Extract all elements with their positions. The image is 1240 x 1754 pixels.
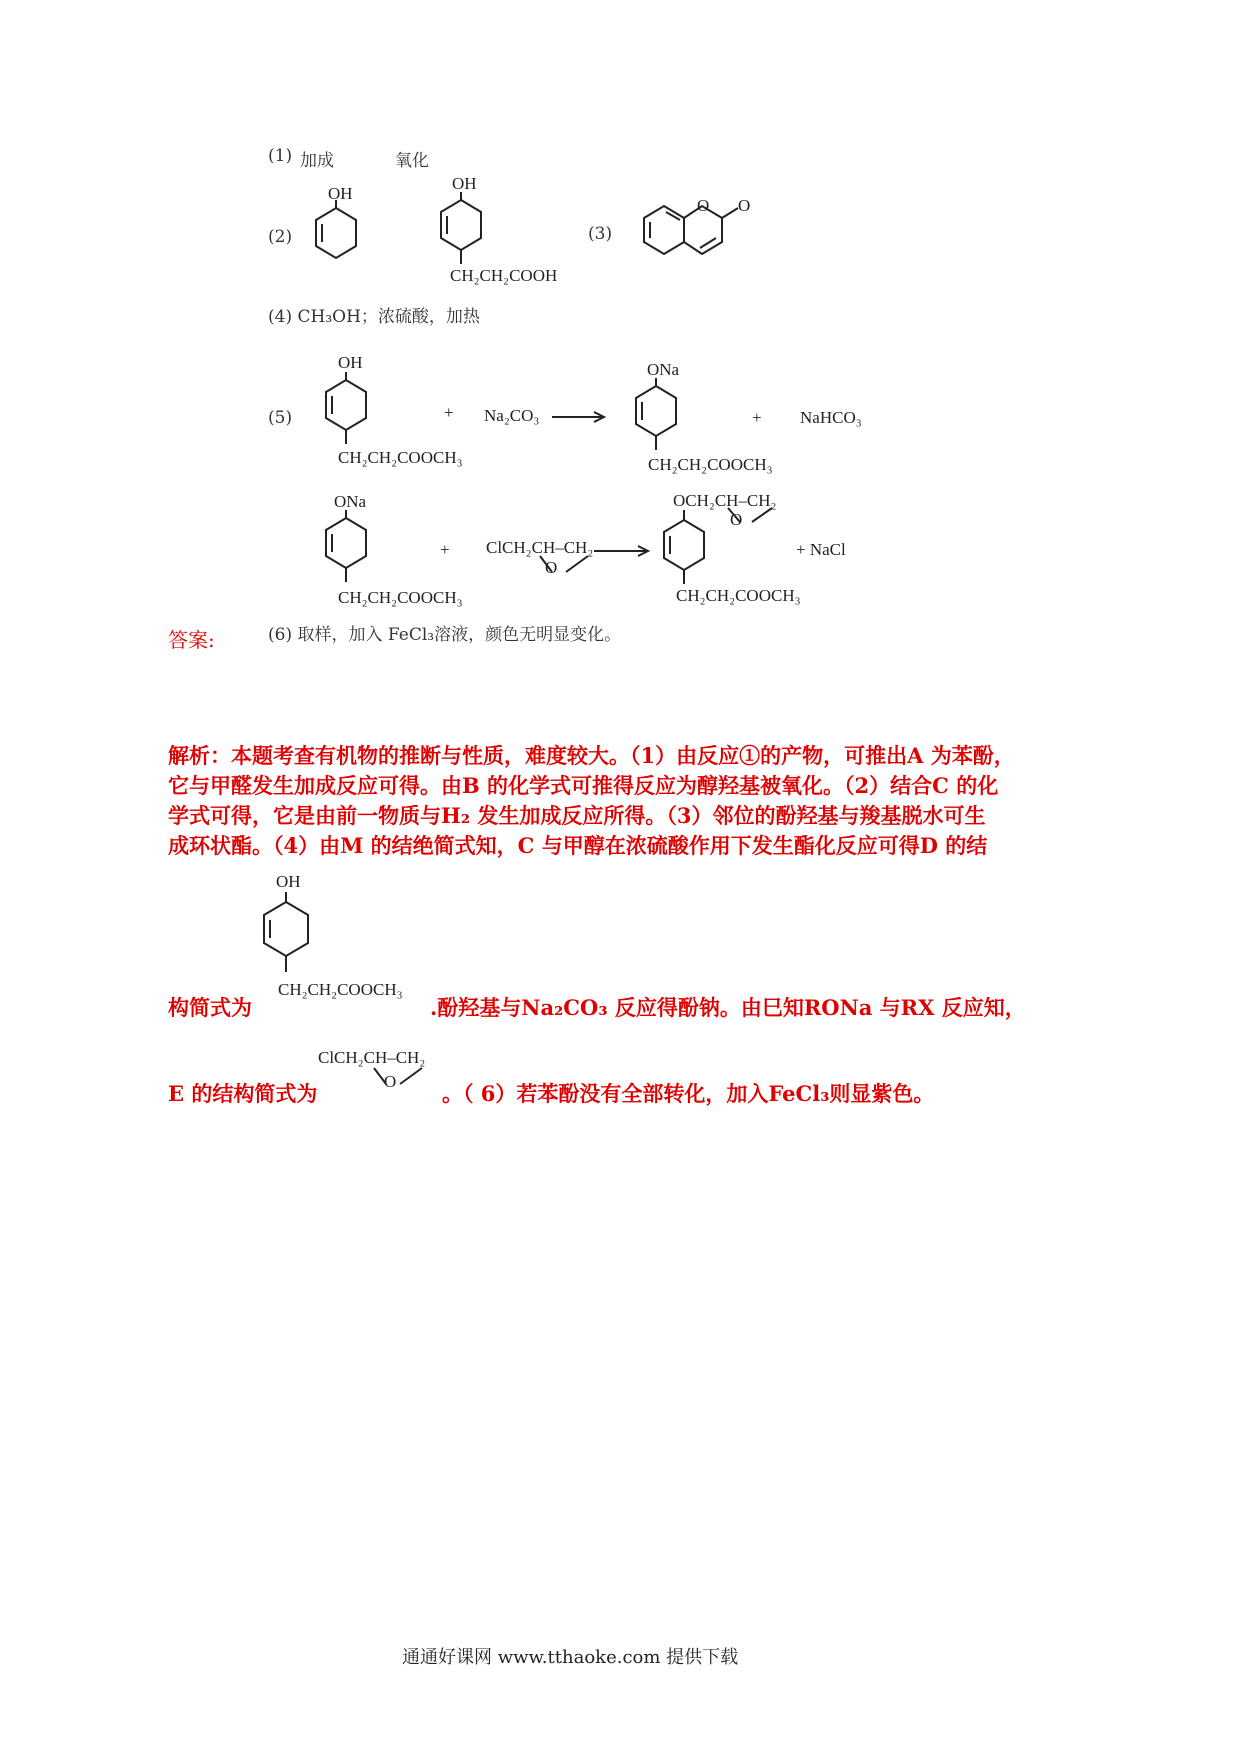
ester-ring-1 xyxy=(320,372,370,452)
analysis-line-6-prefix: E 的结构简式为 xyxy=(168,1081,318,1106)
analysis-line-3: 学式可得，它是由前一物质与H₂ 发生加成反应所得。（3）邻位的酚羟基与羧基脱水可生 xyxy=(168,803,986,828)
reaction-arrow-1 xyxy=(552,410,612,424)
na2co3: Na₂CO₃ xyxy=(484,406,540,425)
epoxide-reagent: ClCH₂CH–CH₂ xyxy=(486,538,594,557)
answer-label: 答案: xyxy=(168,628,215,652)
e-formula: ClCH₂CH–CH₂ xyxy=(318,1048,426,1067)
analysis-line-5-prefix: 构简式为 xyxy=(168,995,252,1020)
product-ring xyxy=(658,510,708,590)
phenoxide-chain-2: CH₂CH₂COOCH₃ xyxy=(338,588,463,607)
acid-oh: OH xyxy=(452,174,477,193)
d-ring xyxy=(258,892,314,982)
acid-chain: CH₂CH₂COOH xyxy=(450,266,558,285)
q5-label: (5) xyxy=(268,408,293,428)
analysis-line-4: 成环状酯。（4）由M 的结绝简式知，C 与甲醇在浓硫酸作用下发生酯化反应可得D 的结 xyxy=(168,833,988,858)
q2-label: (2) xyxy=(268,227,293,247)
q1-label: (1) xyxy=(268,146,293,166)
coumarin-carbonyl-o: O xyxy=(738,196,751,215)
phenoxide-ona-2: ONa xyxy=(334,492,367,511)
q3-label: (3) xyxy=(588,224,613,244)
analysis-line-1: 解析：本题考查有机物的推断与性质，难度较大。（1）由反应①的产物，可推出A 为苯酚， xyxy=(168,743,1015,768)
epoxide-o-1: O xyxy=(545,558,558,577)
phenoxide-ona-1: ONa xyxy=(647,360,680,379)
ester-oh: OH xyxy=(338,353,363,372)
phenoxide-ring-2 xyxy=(320,510,370,590)
phenoxide-chain-1: CH₂CH₂COOCH₃ xyxy=(648,455,773,474)
e-epoxide-bridge xyxy=(364,1068,434,1092)
product-ether: OCH₂CH–CH₂ xyxy=(673,491,777,510)
analysis-line-2: 它与甲醛发生加成反应可得。由B 的化学式可推得反应为醇羟基被氧化。（2）结合C 的化 xyxy=(168,773,999,798)
plus-1: + xyxy=(444,403,454,422)
d-oh: OH xyxy=(276,872,301,891)
q1-addition: 加成 xyxy=(300,151,334,171)
phenol-oh: OH xyxy=(328,184,353,203)
e-o: O xyxy=(384,1072,397,1091)
epoxide-o-2: O xyxy=(730,510,743,529)
q4-text: (4) CH₃OH；浓硫酸，加热 xyxy=(268,307,480,327)
page-footer: 通通好课网 www.tthaoke.com 提供下载 xyxy=(402,1647,739,1668)
d-chain: CH₂CH₂COOCH₃ xyxy=(278,980,403,999)
reaction-arrow-2 xyxy=(594,544,654,558)
phenol-ring xyxy=(310,200,360,270)
plus-3: + xyxy=(440,540,450,559)
q1-oxidation: 氧化 xyxy=(395,151,429,171)
ester-chain-1: CH₂CH₂COOCH₃ xyxy=(338,448,463,467)
nahco3: NaHCO₃ xyxy=(800,408,862,427)
analysis-line-6-suffix: 。（ 6）若苯酚没有全部转化，加入FeCl₃则显紫色。 xyxy=(442,1081,935,1106)
epoxide-bridge-1 xyxy=(530,556,600,580)
nacl: + NaCl xyxy=(796,540,846,559)
coumarin-o: O xyxy=(697,196,710,215)
q6-text: (6) 取样，加入 FeCl₃溶液，颜色无明显变化。 xyxy=(268,625,622,645)
plus-2: + xyxy=(752,408,762,427)
epoxide-bridge-2 xyxy=(716,508,786,532)
acid-ring xyxy=(435,192,485,272)
product-chain: CH₂CH₂COOCH₃ xyxy=(676,586,801,605)
phenoxide-ring-1 xyxy=(630,378,680,458)
analysis-line-5-suffix: .酚羟基与Na₂CO₃ 反应得酚钠。由巳知RONa 与RX 反应知， xyxy=(430,995,1026,1020)
